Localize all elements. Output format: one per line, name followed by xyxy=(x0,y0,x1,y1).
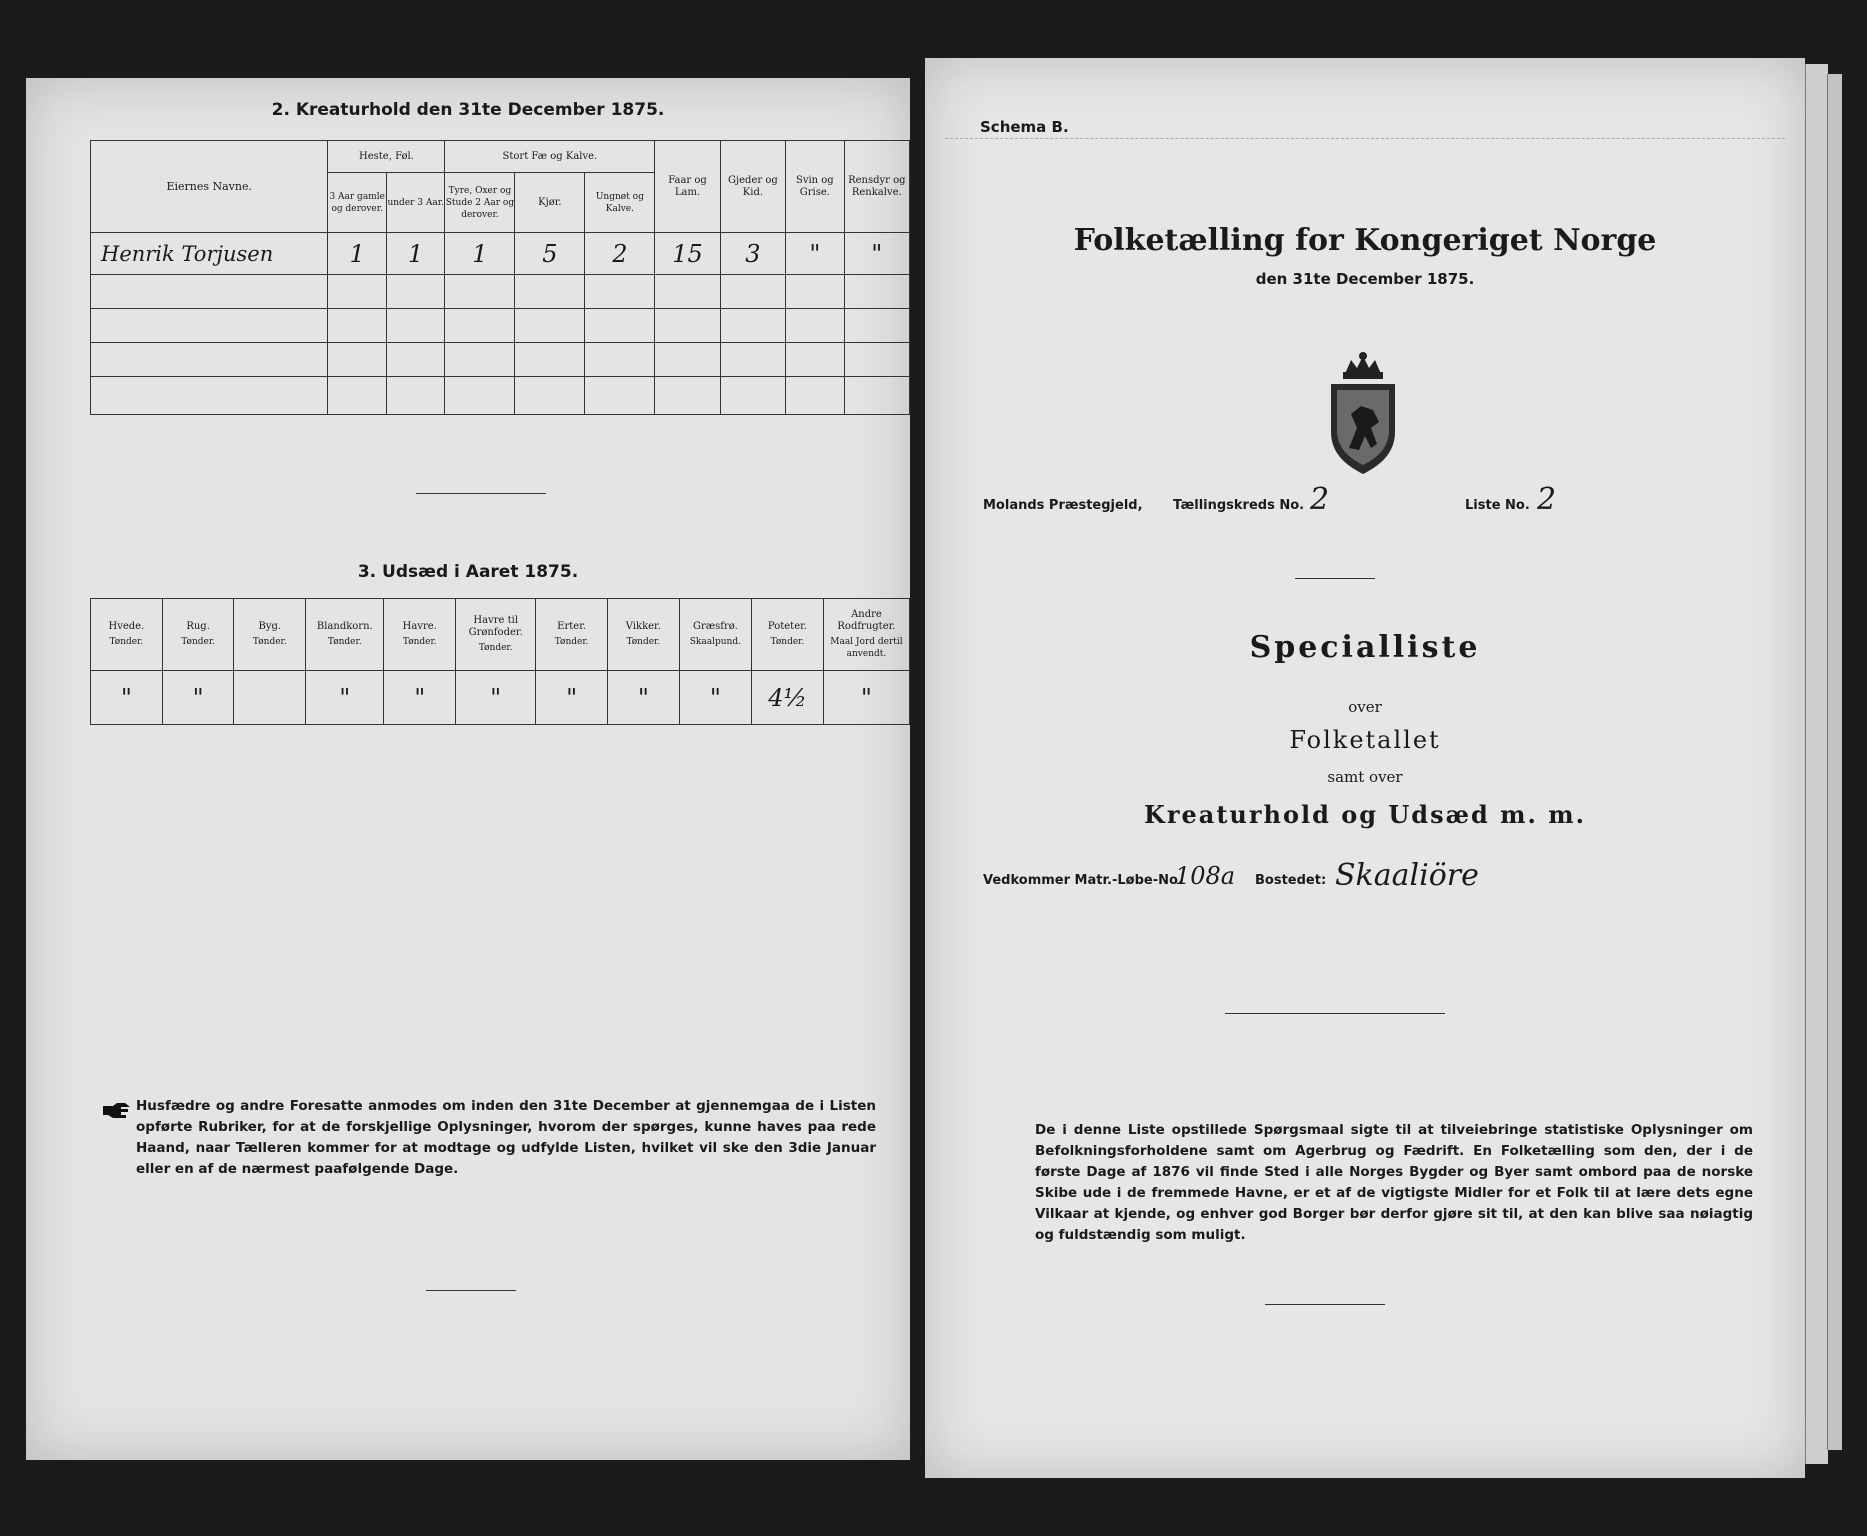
census-date: den 31te December 1875. xyxy=(1255,270,1475,288)
divider xyxy=(1295,578,1375,579)
census-title: Folketælling for Kongeriget Norge xyxy=(1073,223,1657,258)
parish-label: Molands Præstegjeld, xyxy=(983,498,1143,513)
header-horses-3plus: 3 Aar gamle og derover. xyxy=(328,173,387,233)
table-row xyxy=(91,309,910,343)
seed-value-cell: " xyxy=(91,671,163,725)
seed-header-name: Byg. xyxy=(258,621,282,632)
divider xyxy=(1265,1304,1385,1305)
cell-bulls: 1 xyxy=(445,233,515,275)
seed-header-row xyxy=(91,599,910,671)
pointing-hand-icon xyxy=(102,1102,132,1120)
samt-over-text: samt over xyxy=(1327,768,1403,786)
seed-header-cell xyxy=(752,599,824,671)
divider xyxy=(426,1290,516,1291)
seed-header-unit: Tønder. xyxy=(252,637,287,647)
header-horses: Heste, Føl. xyxy=(328,141,445,173)
table-row xyxy=(91,343,910,377)
section2-title: 2. Kreaturhold den 31te December 1875. xyxy=(271,100,665,120)
seed-value-cell: " xyxy=(536,671,608,725)
bosted-label: Bostedet: xyxy=(1255,873,1327,888)
page-edge xyxy=(1827,74,1842,1450)
coat-of-arms-icon xyxy=(1315,348,1411,478)
page-edge xyxy=(1805,64,1828,1464)
seed-header-name: Blandkorn. xyxy=(316,621,373,632)
table-row xyxy=(91,275,910,309)
seed-header-cell xyxy=(91,599,163,671)
seed-header-cell xyxy=(536,599,608,671)
header-sheep: Faar og Lam. xyxy=(655,141,720,233)
livestock-table xyxy=(90,140,910,415)
seed-header-cell xyxy=(234,599,306,671)
matr-label: Vedkommer Matr.-Løbe-No. xyxy=(983,873,1183,888)
seed-header-unit: Tønder. xyxy=(626,637,661,647)
seed-header-unit: Tønder. xyxy=(109,637,144,647)
header-horses-under3: under 3 Aar. xyxy=(386,173,445,233)
cell-pigs: " xyxy=(786,233,845,275)
cell-sheep: 15 xyxy=(655,233,720,275)
list-number: 2 xyxy=(1537,482,1557,517)
specialliste-heading: Specialliste xyxy=(1249,630,1481,665)
seed-header-cell xyxy=(456,599,536,671)
folketallet-text: Folketallet xyxy=(1289,726,1441,754)
seed-header-name: Erter. xyxy=(557,621,587,632)
seed-header-unit: Skaalpund. xyxy=(689,637,741,647)
list-label: Liste No. xyxy=(1465,498,1530,513)
header-bulls: Tyre, Oxer og Stude 2 Aar og derover. xyxy=(445,173,515,233)
seed-value-cell: " xyxy=(162,671,234,725)
header-reindeer: Rensdyr og Renkalve. xyxy=(844,141,909,233)
cell-cows: 5 xyxy=(515,233,585,275)
seed-header-unit: Maal Jord dertil anvendt. xyxy=(830,637,903,659)
district-label: Tællingskreds No. xyxy=(1173,498,1305,513)
seed-header-name: Vikker. xyxy=(625,621,661,632)
seed-header-cell xyxy=(306,599,384,671)
seed-value-cell: " xyxy=(607,671,679,725)
seed-value-cell: " xyxy=(384,671,456,725)
seed-header-name: Poteter. xyxy=(767,621,807,632)
seed-value-cell: 4½ xyxy=(752,671,824,725)
seed-header-cell xyxy=(607,599,679,671)
seed-header-unit: Tønder. xyxy=(478,643,513,653)
header-goats: Gjeder og Kid. xyxy=(720,141,785,233)
header-cattle: Stort Fæ og Kalve. xyxy=(445,141,655,173)
seed-header-name: Andre Rodfrugter. xyxy=(837,609,896,632)
header-pigs: Svin og Grise. xyxy=(786,141,845,233)
cell-reindeer: " xyxy=(844,233,909,275)
seed-value-cell: " xyxy=(823,671,909,725)
notice-text: Husfædre og andre Foresatte anmodes om inden den 31te December at gjennemgaa de i Listen opførte Rubriker, for at de forskjellige Oplysninger, hvorom der spørges, kunne haves paa rede Haand, naar Tælleren kommer for at modtage og udfylde Listen, hvilket vil ske den 3die Januar eller en af de nærmest paafølgende Dage. xyxy=(136,1098,876,1177)
cell-horses-3plus: 1 xyxy=(328,233,387,275)
seed-table xyxy=(90,598,910,725)
seed-header-name: Hvede. xyxy=(108,621,145,632)
seed-header-cell xyxy=(384,599,456,671)
left-page xyxy=(26,78,910,1460)
seed-value-cell: " xyxy=(306,671,384,725)
seed-header-cell xyxy=(823,599,909,671)
seed-header-name: Græsfrø. xyxy=(692,621,738,632)
seed-header-unit: Tønder. xyxy=(402,637,437,647)
divider xyxy=(1225,1013,1445,1014)
cell-horses-under3: 1 xyxy=(386,233,445,275)
schema-label: Schema B. xyxy=(980,118,1069,136)
seed-header-unit: Tønder. xyxy=(770,637,805,647)
table-row xyxy=(91,671,910,725)
over-text: over xyxy=(1348,698,1382,716)
header-cows: Kjør. xyxy=(515,173,585,233)
seed-header-unit: Tønder. xyxy=(327,637,362,647)
seed-header-unit: Tønder. xyxy=(554,637,589,647)
seed-header-name: Rug. xyxy=(186,621,210,632)
seed-value-cell: " xyxy=(679,671,751,725)
seed-header-name: Havre til Grønfoder. xyxy=(468,615,523,638)
kreaturhold-text: Kreaturhold og Udsæd m. m. xyxy=(1144,800,1586,829)
seed-header-cell xyxy=(679,599,751,671)
seed-value-cell xyxy=(234,671,306,725)
table-row xyxy=(91,377,910,415)
owner-name: Henrik Torjusen xyxy=(91,233,328,275)
right-page xyxy=(925,58,1805,1478)
table-row xyxy=(91,233,910,275)
cell-young-cattle: 2 xyxy=(585,233,655,275)
header-owner: Eiernes Navne. xyxy=(91,141,328,233)
matr-number: 108a xyxy=(1175,862,1236,890)
cell-goats: 3 xyxy=(720,233,785,275)
divider xyxy=(416,493,546,494)
seed-header-unit: Tønder. xyxy=(181,637,215,647)
bosted-value: Skaaliöre xyxy=(1335,858,1479,893)
explanatory-text: De i denne Liste opstillede Spørgsmaal sigte til at tilveiebringe statistiske Oplysninger om Befolkningsforholdene samt om Agerbrug og Fædrift. En Folketælling som den, der i de første Dage af 1876 vil finde Sted i alle Norges Bygder og Byer samt ombord paa de norske Skibe ude i de fremmede Havne, er et af de vigtigste Midler for et Folk til at lære dets egne Vilkaar at kjende, og enhver god Borger bør derfor gjøre sit til, at den kan blive saa nøiagtig og fuldstændig som muligt. xyxy=(1035,1122,1753,1243)
header-young-cattle: Ungnøt og Kalve. xyxy=(585,173,655,233)
seed-value-cell: " xyxy=(456,671,536,725)
district-number: 2 xyxy=(1310,482,1330,517)
section3-title: 3. Udsæd i Aaret 1875. xyxy=(357,562,579,582)
seed-header-cell xyxy=(162,599,234,671)
seed-header-name: Havre. xyxy=(402,621,437,632)
